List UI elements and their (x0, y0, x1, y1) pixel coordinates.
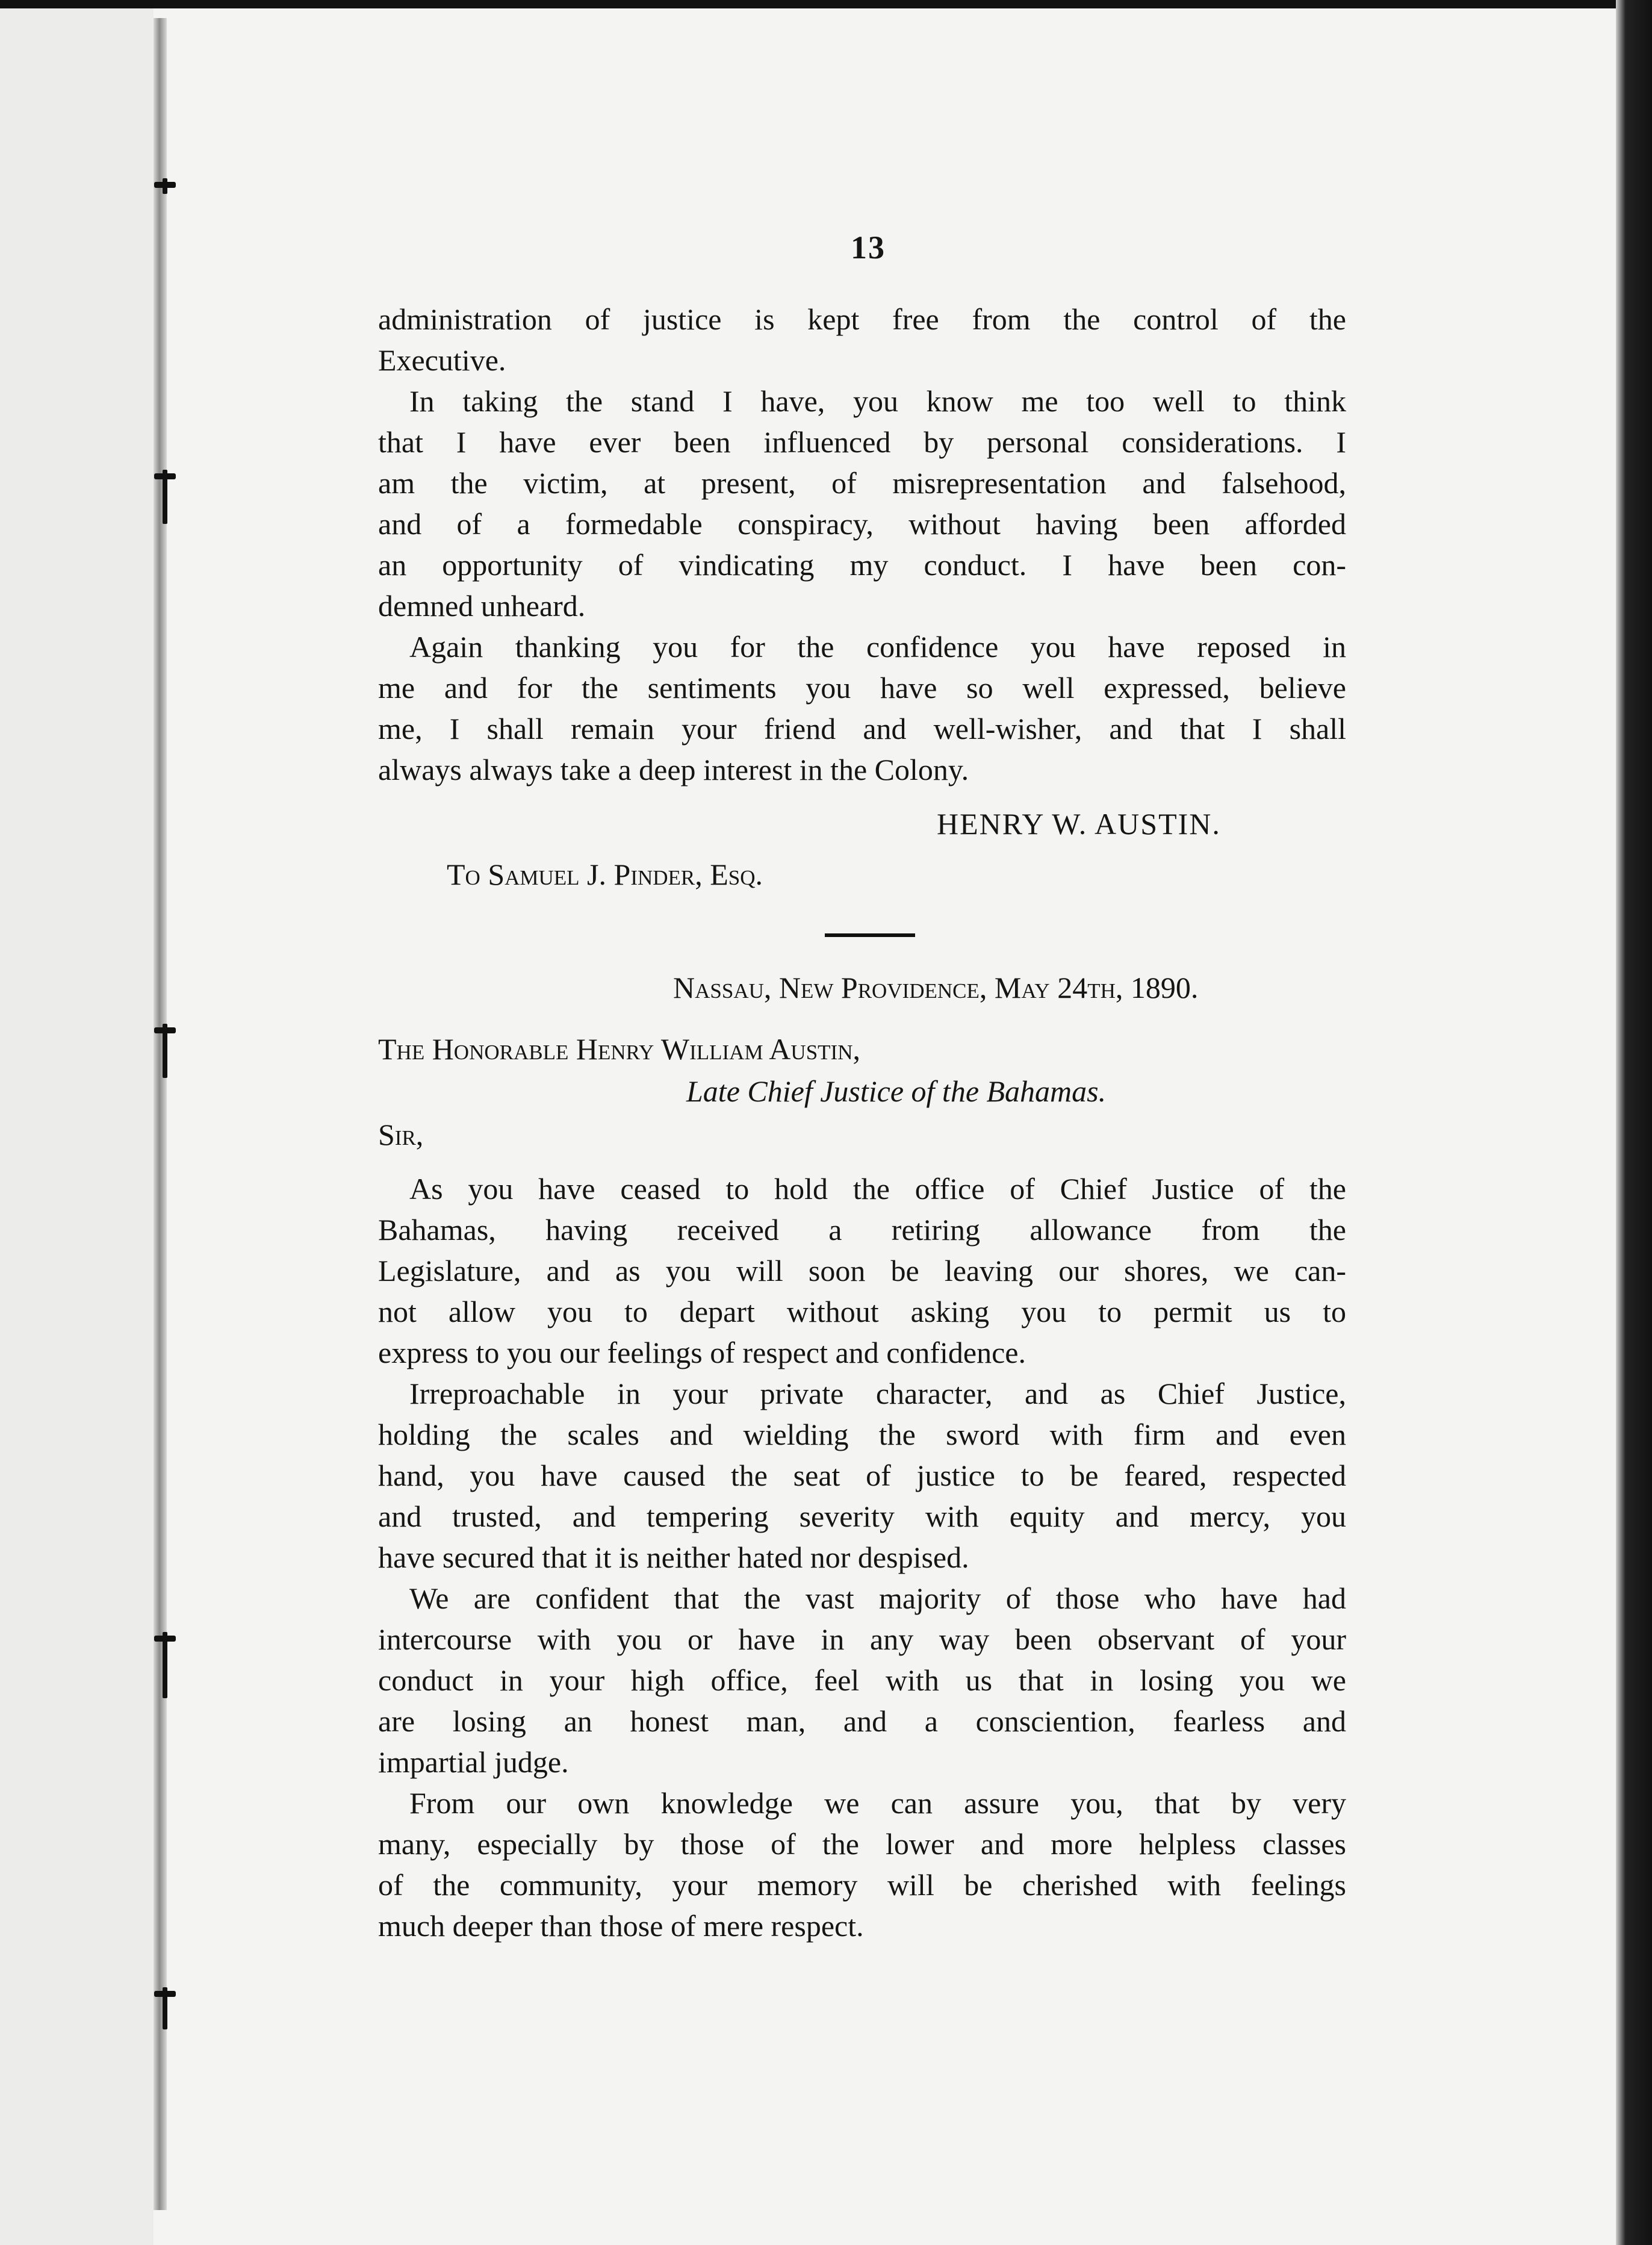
text-line: demned unheard. (378, 589, 586, 623)
text-line: many, especially by those of the lower and more helpless classes (378, 1827, 1346, 1861)
binding-stitch (163, 1987, 167, 2029)
text-line: and of a formedable conspiracy, without having been afforded (378, 507, 1346, 541)
text-line: In taking the stand I have, you know me too well to think (409, 384, 1346, 418)
binding-stitch (163, 1024, 167, 1078)
text-line: administration of justice is kept free from the control of the (378, 302, 1346, 336)
text-line: always always take a deep interest in the Colony. (378, 753, 969, 786)
facing-page-edge (0, 8, 154, 2245)
letter-1-body (378, 299, 1346, 790)
text-line: and trusted, and tempering severity with equity and mercy, you (378, 1499, 1346, 1533)
binding-stitch (163, 178, 167, 194)
book-gutter (154, 18, 167, 2210)
text-line: We are confident that the vast majority of those who have had (409, 1581, 1346, 1615)
text-line: impartial judge. (378, 1745, 569, 1779)
text-line: intercourse with you or have in any way been observant of your (378, 1622, 1346, 1656)
text-line: of the community, your memory will be cherished with feelings (378, 1868, 1346, 1902)
text-line: As you have ceased to hold the office of Chief Justice of the (409, 1172, 1346, 1206)
letter-2-body (378, 1168, 1346, 1946)
binding-stitch (163, 1632, 167, 1698)
text-line: Legislature, and as you will soon be leaving our shores, we can- (378, 1254, 1346, 1288)
text-line: me, I shall remain your friend and well-wisher, and that I shall (378, 712, 1346, 746)
binding-stitch (163, 470, 167, 524)
text-line: Executive. (378, 343, 506, 377)
text-line: that I have ever been influenced by personal considerations. I (378, 425, 1346, 459)
text-line: not allow you to depart without asking you to permit us to (378, 1295, 1346, 1328)
text-line: express to you our feelings of respect and confidence. (378, 1336, 1026, 1369)
page-number: 13 (851, 229, 886, 266)
text-line: Irreproachable in your private character, and as Chief Justice, (409, 1377, 1346, 1410)
text-line: have secured that it is neither hated nor despised. (378, 1540, 969, 1574)
text-line: much deeper than those of mere respect. (378, 1909, 864, 1943)
section-divider (825, 933, 915, 937)
text-line: conduct in your high office, feel with us that in losing you we (378, 1663, 1346, 1697)
scan-border-top (0, 0, 1652, 8)
text-line: From our own knowledge we can assure you, that by very (409, 1786, 1346, 1820)
signature: HENRY W. AUSTIN. (937, 807, 1221, 841)
text-line: an opportunity of vindicating my conduct. I have been con- (378, 548, 1346, 582)
dateline: Nassau, New Providence, May 24th, 1890. (673, 971, 1199, 1004)
salutation: Sir, (378, 1118, 424, 1151)
text-line: am the victim, at present, of misrepresentation and falsehood, (378, 466, 1346, 500)
recipient-title: Late Chief Justice of the Bahamas. (686, 1074, 1107, 1108)
text-line: me and for the sentiments you have so well expressed, believe (378, 671, 1346, 705)
recipient-name: The Honorable Henry William Austin, (378, 1032, 860, 1066)
text-line: Bahamas, having received a retiring allowance from the (378, 1213, 1346, 1247)
scan-border-right (1616, 0, 1652, 2245)
text-line: Again thanking you for the confidence you have reposed in (409, 630, 1346, 664)
addressee: To Samuel J. Pinder, Esq. (447, 858, 763, 891)
text-line: holding the scales and wielding the sword with firm and even (378, 1418, 1346, 1451)
text-line: hand, you have caused the seat of justice to be feared, respected (378, 1459, 1346, 1492)
text-line: are losing an honest man, and a consciention, fearless and (378, 1704, 1346, 1738)
